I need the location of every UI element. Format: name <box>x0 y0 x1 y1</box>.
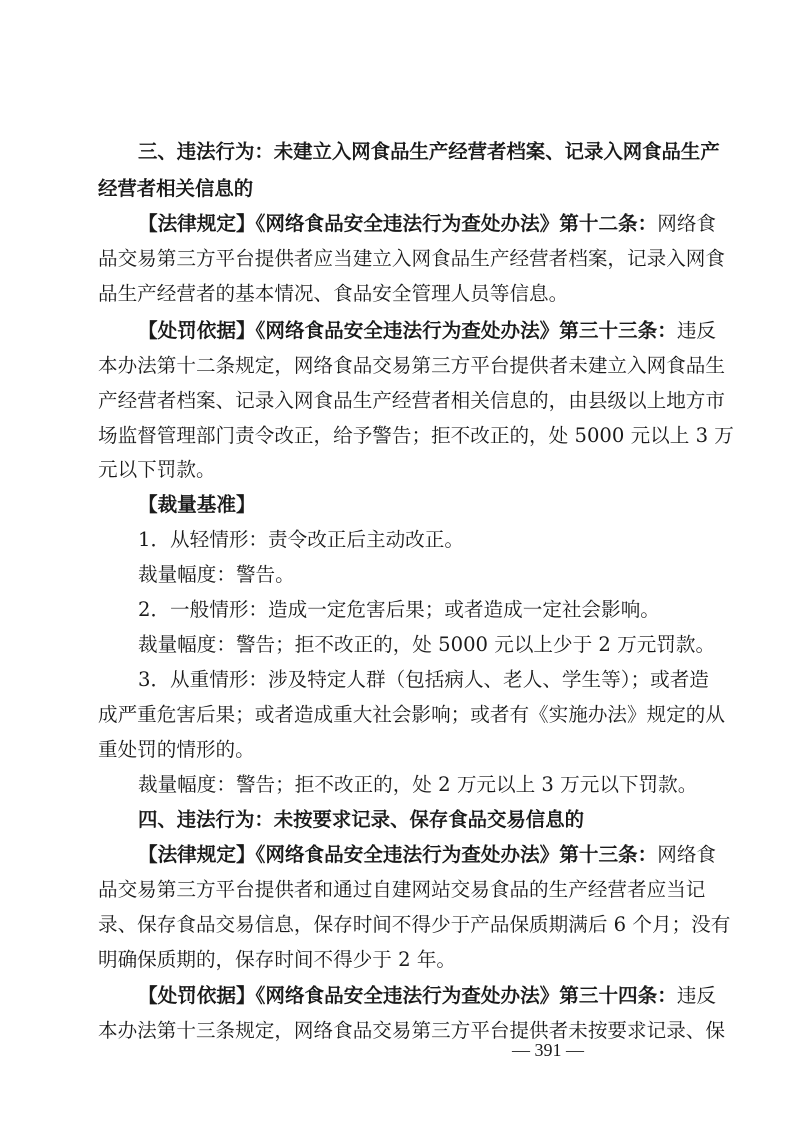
text-line: 场监督管理部门责令改正，给予警告；拒不改正的，处 5000 元以上 3 万 <box>98 424 734 447</box>
text-line: 明确保质期的，保存时间不得少于 2 年。 <box>98 948 457 971</box>
penalty-basis-text: 违反 <box>676 319 717 342</box>
text-line: 录、保存食品交易信息，保存时间不得少于产品保质期满后 6 个月；没有 <box>98 913 731 936</box>
list-item: 2．一般情形：造成一定危害后果；或者造成一定社会影响。 <box>138 598 660 621</box>
penalty-basis-paragraph <box>138 978 716 1014</box>
legal-provision-text: 网络食 <box>657 212 717 235</box>
section-heading: 四、违法行为：未按要求记录、保存食品交易信息的 <box>138 808 584 831</box>
legal-provision-label: 【法律规定】《网络食品安全违法行为查处办法》第十三条： <box>138 843 658 866</box>
text-line: 品生产经营者的基本情况、食品安全管理人员等信息。 <box>98 282 569 305</box>
penalty-basis-text: 违反 <box>676 984 717 1007</box>
text-line: 重处罚的情形的。 <box>98 738 255 761</box>
page-number: — 391 — <box>512 1040 584 1060</box>
text-line: 成严重危害后果；或者造成重大社会影响；或者有《实施办法》规定的从 <box>98 703 725 726</box>
text-line: 品交易第三方平台提供者应当建立入网食品生产经营者档案，记录入网食 <box>98 247 725 270</box>
list-item: 1．从轻情形：责令改正后主动改正。 <box>138 528 464 551</box>
discretion-range: 裁量幅度：警告；拒不改正的，处 5000 元以上少于 2 万元罚款。 <box>138 633 716 656</box>
penalty-basis-label: 【处罚依据】《网络食品安全违法行为查处办法》第三十四条： <box>138 984 677 1007</box>
text-line: 本办法第十二条规定，网络食品交易第三方平台提供者未建立入网食品生 <box>98 354 725 377</box>
list-item: 3．从重情形：涉及特定人群（包括病人、老人、学生等）；或者造 <box>138 668 709 691</box>
discretion-range: 裁量幅度：警告。 <box>138 563 295 586</box>
discretion-range: 裁量幅度：警告；拒不改正的，处 2 万元以上 3 万元以下罚款。 <box>138 773 698 796</box>
text-line: 本办法第十三条规定，网络食品交易第三方平台提供者未按要求记录、保 <box>98 1019 725 1042</box>
text-line: 元以下罚款。 <box>98 458 216 481</box>
penalty-basis-label: 【处罚依据】《网络食品安全违法行为查处办法》第三十三条： <box>138 319 677 342</box>
legal-provision-text: 网络食 <box>657 843 717 866</box>
legal-provision-paragraph <box>138 206 716 242</box>
legal-provision-paragraph <box>138 837 716 873</box>
text-line: 产经营者档案、记录入网食品生产经营者相关信息的，由县级以上地方市 <box>98 389 725 412</box>
section-heading-continued: 经营者相关信息的 <box>98 177 254 200</box>
text-line: 品交易第三方平台提供者和通过自建网站交易食品的生产经营者应当记 <box>98 878 706 901</box>
legal-provision-label: 【法律规定】《网络食品安全违法行为查处办法》第十二条： <box>138 212 658 235</box>
discretion-standard-label: 【裁量基准】 <box>138 493 256 516</box>
section-heading: 三、违法行为：未建立入网食品生产经营者档案、记录入网食品生产 <box>138 140 720 163</box>
document-page <box>98 0 734 1122</box>
penalty-basis-paragraph <box>138 313 716 349</box>
